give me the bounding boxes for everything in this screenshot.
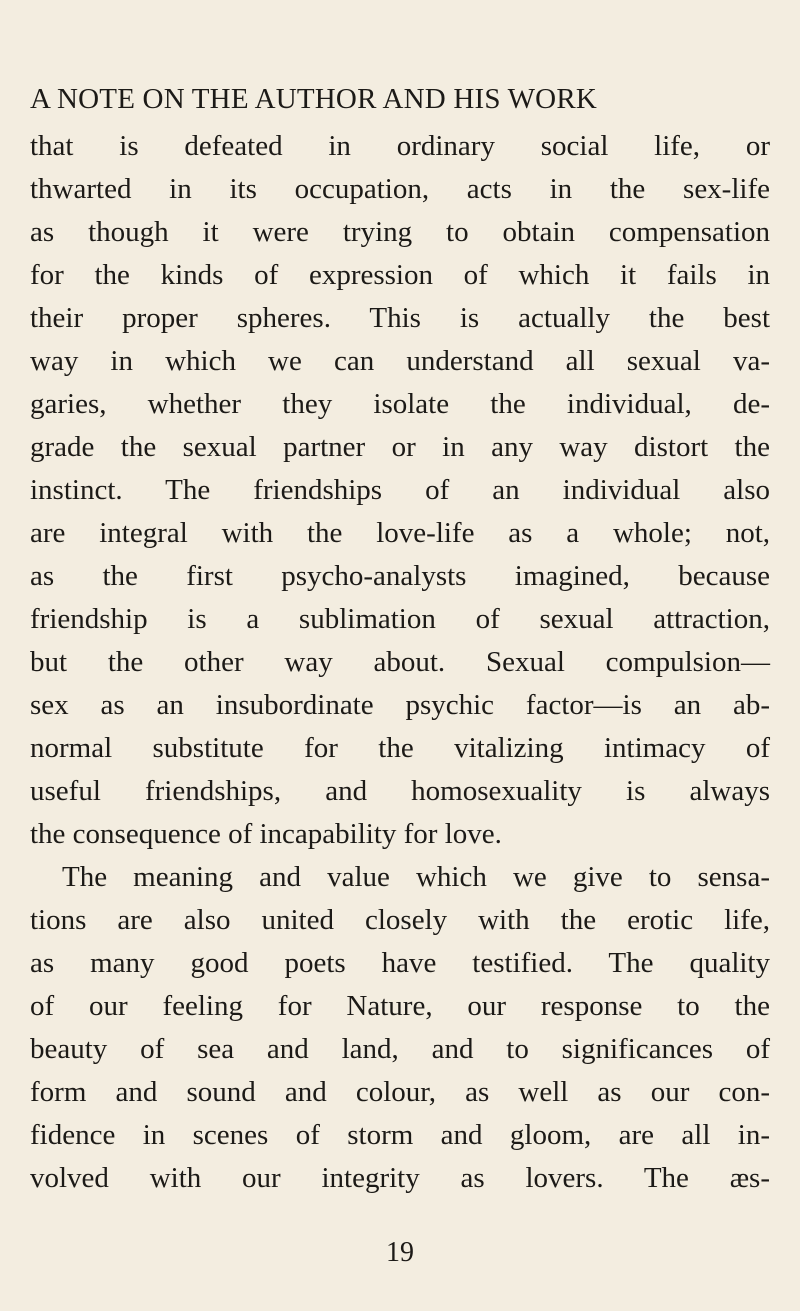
text-line: thwarted in its occupation, acts in the sex-life [30,173,770,205]
text-line: The meaning and value which we give to sensa- [62,861,770,893]
text-line: volved with our integrity as lovers. The æs- [30,1162,770,1194]
text-line: garies, whether they isolate the individual, de- [30,388,770,420]
text-line: fidence in scenes of storm and gloom, are all in- [30,1119,770,1151]
text-line: beauty of sea and land, and to significances of [30,1033,770,1065]
text-line: as many good poets have testified. The quality [30,947,770,979]
text-line: form and sound and colour, as well as our con- [30,1076,770,1108]
running-head: A NOTE ON THE AUTHOR AND HIS WORK [30,83,598,115]
text-line: as though it were trying to obtain compensation [30,216,770,248]
page-number: 19 [386,1237,414,1268]
text-line: instinct. The friendships of an individual also [30,474,770,506]
text-line: that is defeated in ordinary social life, or [30,130,770,162]
text-line: but the other way about. Sexual compulsion— [30,646,770,678]
text-line: useful friendships, and homosexuality is always [30,775,770,807]
text-line: way in which we can understand all sexual va- [30,345,770,377]
text-line: tions are also united closely with the erotic life, [30,904,770,936]
text-line: of our feeling for Nature, our response to the [30,990,770,1022]
text-line: sex as an insubordinate psychic factor—is an ab- [30,689,770,721]
text-line: grade the sexual partner or in any way distort the [30,431,770,463]
text-line: friendship is a sublimation of sexual attraction, [30,603,770,635]
text-line: normal substitute for the vitalizing intimacy of [30,732,770,764]
body-text [30,125,770,1200]
text-line: their proper spheres. This is actually the best [30,302,770,334]
text-line: the consequence of incapability for love. [30,818,502,850]
text-line: as the first psycho-analysts imagined, because [30,560,770,592]
text-line: are integral with the love-life as a whole; not, [30,517,770,549]
text-line: for the kinds of expression of which it fails in [30,259,770,291]
